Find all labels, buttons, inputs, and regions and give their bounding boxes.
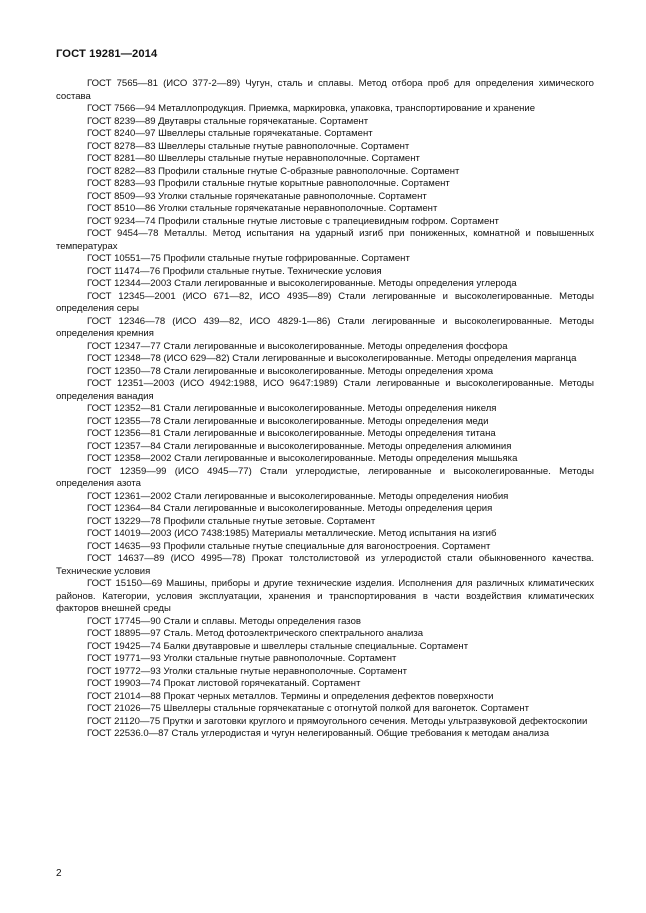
reference-item: ГОСТ 15150—69 Машины, приборы и другие технические изделия. Исполнения для различных климатических районов. Категории, условия эксплуатации, хранения и транспортирования в части воздействия климатических факторов внешней среды (56, 578, 594, 614)
reference-item: ГОСТ 7566—94 Металлопродукция. Приемка, маркировка, упаковка, транспортирование и хранение (87, 103, 536, 114)
reference-item: ГОСТ 12346—78 (ИСО 439—82, ИСО 4829-1—86) Стали легированные и высоколегированные. Методы определения кремния (56, 315, 594, 339)
reference-item: ГОСТ 22536.0—87 Сталь углеродистая и чугун нелегированный. Общие требования к методам анализа (87, 728, 550, 739)
reference-item: ГОСТ 12357—84 Стали легированные и высоколегированные. Методы определения алюминия (87, 440, 512, 452)
reference-item: ГОСТ 12356—81 Стали легированные и высоколегированные. Методы определения титана (87, 428, 496, 439)
reference-item: ГОСТ 17745—90 Стали и сплавы. Методы определения газов (87, 615, 361, 627)
reference-item: ГОСТ 12347—77 Стали легированные и высоколегированные. Методы определения фосфора (87, 340, 508, 352)
reference-item: ГОСТ 19771—93 Уголки стальные гнутые равнополочные. Сортамент (87, 653, 397, 664)
reference-item: ГОСТ 12364—84 Стали легированные и высоколегированные. Методы определения церия (87, 503, 493, 514)
reference-item: ГОСТ 8282—83 Профили стальные гнутые С-образные равнополочные. Сортамент (87, 165, 460, 177)
reference-item: ГОСТ 9234—74 Профили стальные гнутые листовые с трапециевидным гофром. Сортамент (87, 215, 499, 227)
reference-item: ГОСТ 12355—78 Стали легированные и высоколегированные. Методы определения меди (87, 415, 489, 427)
reference-item: ГОСТ 12350—78 Стали легированные и высоколегированные. Методы определения хрома (87, 365, 494, 377)
normative-references-list (56, 78, 594, 741)
reference-item: ГОСТ 12352—81 Стали легированные и высоколегированные. Методы определения никеля (87, 403, 497, 414)
reference-item: ГОСТ 8510—86 Уголки стальные горячекатаные неравнополочные. Сортамент (87, 203, 438, 214)
reference-item: ГОСТ 8509—93 Уголки стальные горячекатаные равнополочные. Сортамент (87, 190, 427, 202)
reference-item: ГОСТ 7565—81 (ИСО 377-2—89) Чугун, сталь и сплавы. Метод отбора проб для определения химического состава (56, 78, 594, 102)
reference-item: ГОСТ 19903—74 Прокат листовой горячекатаный. Сортамент (87, 678, 361, 689)
reference-item: ГОСТ 21026—75 Швеллеры стальные горячекатаные с отогнутой полкой для вагонеток. Сортамент (87, 703, 529, 714)
reference-item: ГОСТ 12345—2001 (ИСО 671—82, ИСО 4935—89) Стали легированные и высоколегированные. Методы определения серы (56, 290, 594, 314)
reference-item: ГОСТ 13229—78 Профили стальные гнутые зетовые. Сортамент (87, 515, 376, 527)
reference-item: ГОСТ 11474—76 Профили стальные гнутые. Технические условия (87, 265, 382, 277)
reference-item: ГОСТ 12344—2003 Стали легированные и высоколегированные. Методы определения углерода (87, 278, 517, 289)
reference-item: ГОСТ 12351—2003 (ИСО 4942:1988, ИСО 9647:1989) Стали легированные и высоколегированные. Методы определения ванадия (56, 378, 594, 402)
reference-item: ГОСТ 18895—97 Сталь. Метод фотоэлектрического спектрального анализа (87, 628, 424, 639)
reference-item: ГОСТ 19772—93 Уголки стальные гнутые неравнополочные. Сортамент (87, 665, 407, 677)
reference-item: ГОСТ 14635—93 Профили стальные гнутые специальные для вагоностроения. Сортамент (87, 540, 491, 552)
reference-item: ГОСТ 19425—74 Балки двутавровые и швеллеры стальные специальные. Сортамент (87, 640, 469, 652)
reference-item: ГОСТ 21014—88 Прокат черных металлов. Термины и определения дефектов поверхности (87, 690, 494, 702)
reference-item: ГОСТ 12358—2002 Стали легированные и высоколегированные. Методы определения мышьяка (87, 453, 518, 464)
reference-item: ГОСТ 14637—89 (ИСО 4995—78) Прокат толстолистовой из углеродистой стали обыкновенного качества. Технические условия (56, 553, 594, 577)
reference-item: ГОСТ 12361—2002 Стали легированные и высоколегированные. Методы определения ниобия (87, 490, 509, 502)
reference-item: ГОСТ 21120—75 Прутки и заготовки круглого и прямоугольного сечения. Методы ультразвуковой дефектоскопии (87, 715, 588, 727)
reference-item: ГОСТ 8239—89 Двутавры стальные горячекатаные. Сортамент (87, 115, 369, 127)
document-header: ГОСТ 19281—2014 (56, 48, 158, 60)
reference-item: ГОСТ 8240—97 Швеллеры стальные горячекатаные. Сортамент (87, 128, 373, 139)
reference-item: ГОСТ 8283—93 Профили стальные гнутые корытные равнополочные. Сортамент (87, 178, 450, 189)
reference-item: ГОСТ 8281—80 Швеллеры стальные гнутые неравнополочные. Сортамент (87, 153, 420, 164)
reference-item: ГОСТ 10551—75 Профили стальные гнутые гофрированные. Сортамент (87, 253, 410, 264)
reference-item: ГОСТ 8278—83 Швеллеры стальные гнутые равнополочные. Сортамент (87, 140, 410, 152)
reference-item: ГОСТ 9454—78 Металлы. Метод испытания на ударный изгиб при пониженных, комнатной и повышенных температурах (56, 228, 594, 252)
reference-item: ГОСТ 14019—2003 (ИСО 7438:1985) Материалы металлические. Метод испытания на изгиб (87, 528, 497, 539)
reference-item: ГОСТ 12359—99 (ИСО 4945—77) Стали углеродистые, легированные и высоколегированные. Методы определения азота (56, 465, 594, 489)
reference-item: ГОСТ 12348—78 (ИСО 629—82) Стали легированные и высоколегированные. Методы определения марганца (87, 353, 577, 364)
page-number: 2 (56, 868, 62, 879)
